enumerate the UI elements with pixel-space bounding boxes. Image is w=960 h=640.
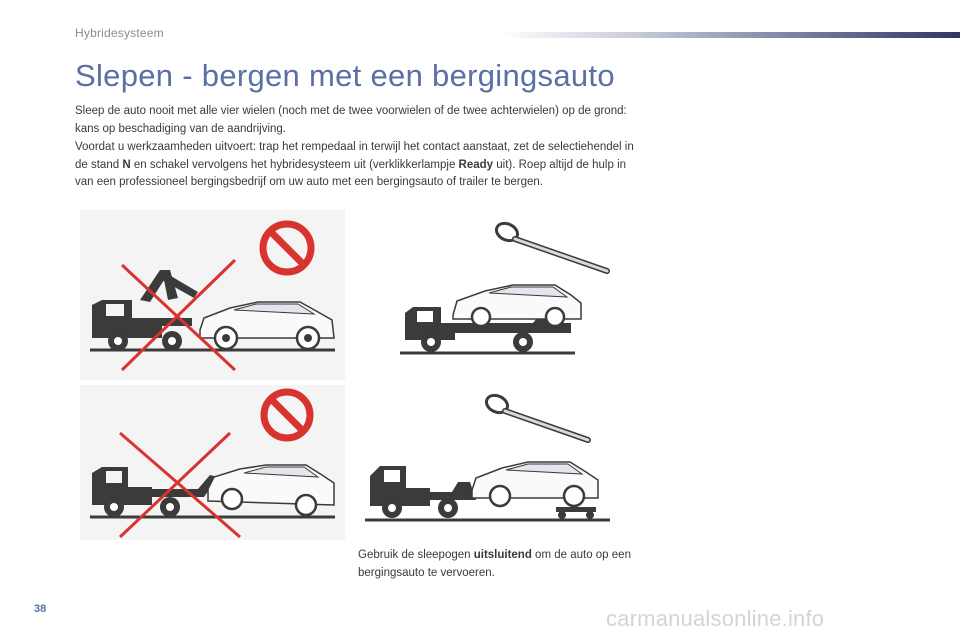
illustration-correct-flatbed — [395, 215, 625, 360]
towing-eye-icon — [494, 220, 607, 271]
illustration-correct-trailer — [360, 390, 615, 530]
illustration-wrong-tow-dolly — [80, 385, 345, 540]
gear-n: N — [122, 158, 131, 171]
header-gradient-bar — [500, 32, 960, 38]
dolly-icon — [556, 507, 596, 519]
illustration-wrong-tow-lift — [80, 210, 345, 380]
tow-truck-icon — [370, 466, 476, 518]
paragraph-instructions: Voordat u werkzaamheden uitvoert: trap het rempedaal in terwijl het contact aanstaat, zet de selectiehendel in de stand N en schakel vervolgens het hybridesysteem uit (verklikkerlampje Ready uit). Roep altijd de hulp in van een professioneel bergingsbedrijf om uw auto met een bergingsauto of trailer te bergen. — [75, 141, 634, 188]
caption-towing-eyes: Gebruik de sleepogen uitsluitend om de auto op een bergingsauto te vervoeren. — [358, 549, 631, 579]
caption-emphasis: uitsluitend — [473, 549, 532, 561]
car-icon — [453, 285, 581, 326]
page-number: 38 — [34, 603, 47, 615]
watermark: carmanualsonline.info — [606, 606, 825, 631]
section-label: Hybridesysteem — [75, 26, 164, 40]
towing-eye-icon — [484, 392, 588, 440]
car-icon — [472, 462, 598, 506]
paragraph-warning: Sleep de auto nooit met alle vier wielen (noch met de twee voorwielen of de twee achterwielen) op de grond: kans op beschadiging van de aandrijving. — [75, 105, 627, 135]
ready-lamp: Ready — [458, 158, 494, 171]
page-title: Slepen - bergen met een bergingsauto — [75, 58, 615, 93]
